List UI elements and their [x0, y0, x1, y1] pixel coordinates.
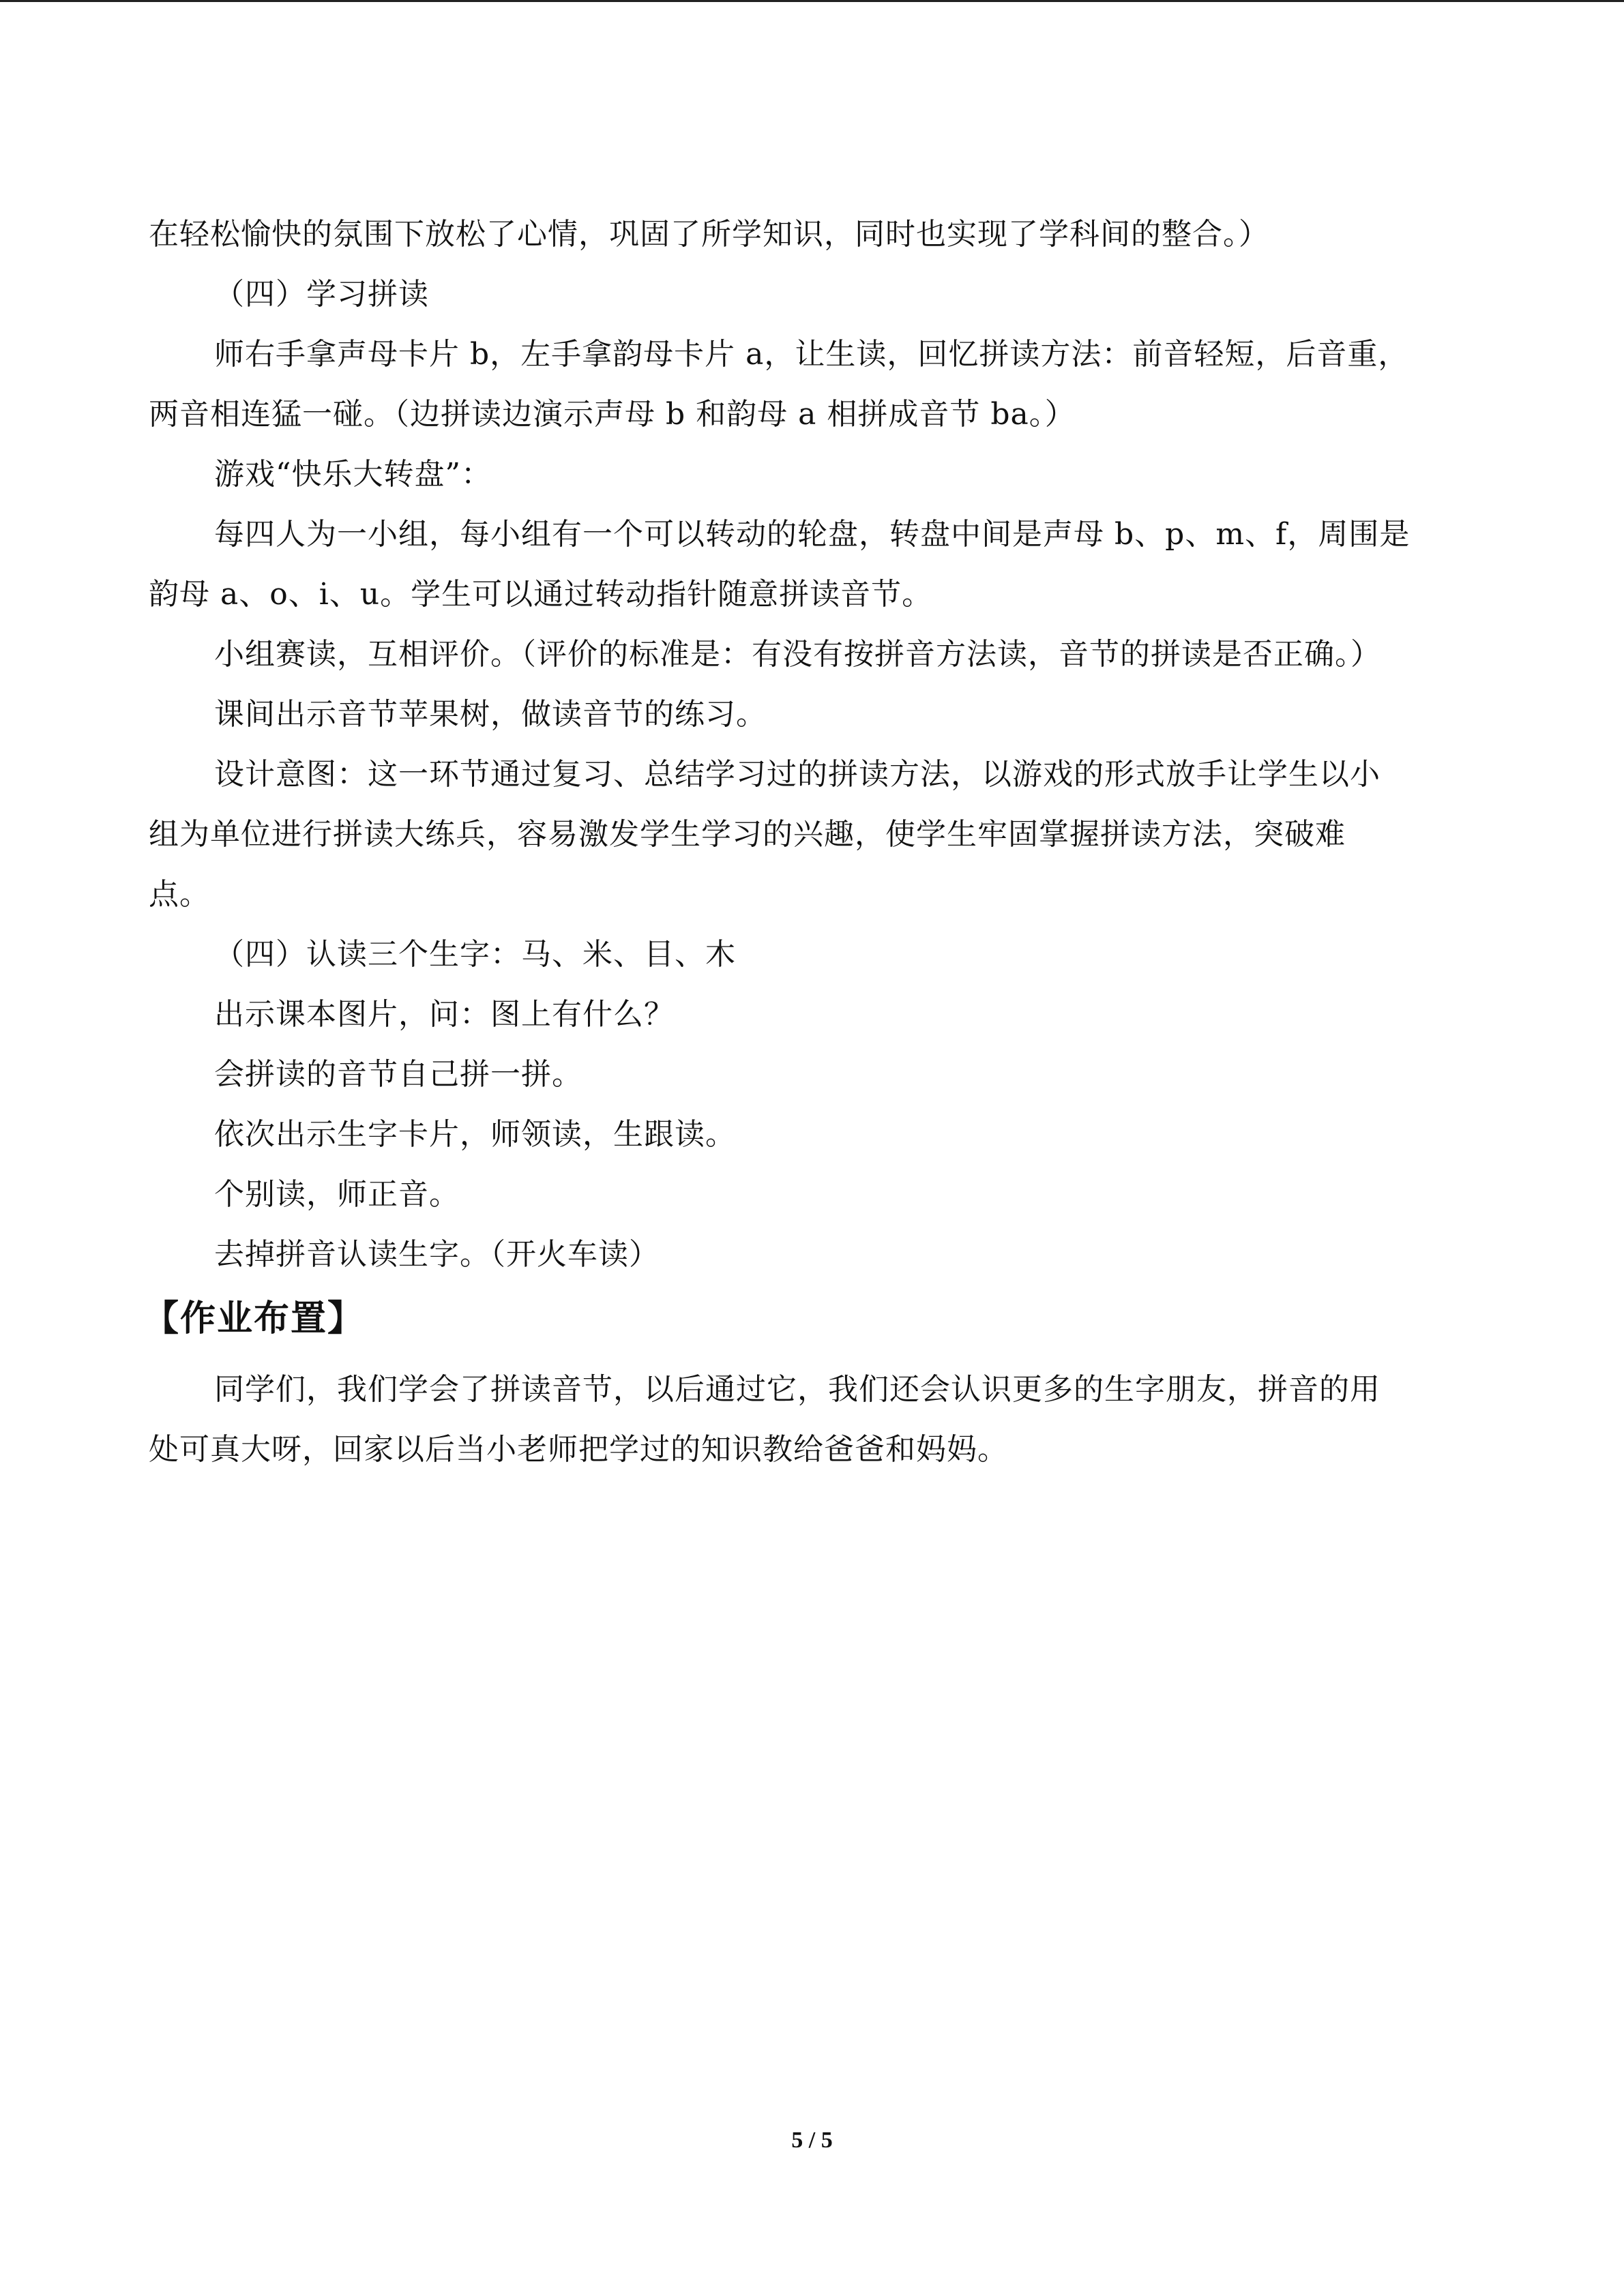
- section-subheading: （四）认读三个生字：马、米、目、木: [214, 937, 736, 972]
- homework-heading: 【作业布置】: [143, 1298, 365, 1339]
- document-page: [143, 205, 1486, 1480]
- body-line: 两音相连猛一碰。（边拼读边演示声母 b 和韵母 a 相拼成音节 ba。）: [149, 397, 1076, 432]
- homework-section: [149, 1360, 1486, 1480]
- homework-line: 处可真大呀，回家以后当小老师把学过的知识教给爸爸和妈妈。: [149, 1432, 1008, 1467]
- body-line: 点。: [149, 877, 210, 912]
- top-border-line: [0, 0, 1624, 2]
- body-line: 师右手拿声母卡片 b，左手拿韵母卡片 a，让生读，回忆拼读方法：前音轻短，后音重，: [214, 337, 1409, 372]
- body-line: 组为单位进行拼读大练兵，容易激发学生学习的兴趣，使学生牢固掌握拼读方法，突破难: [149, 817, 1346, 852]
- section-subheading: （四）学习拼读: [214, 277, 429, 312]
- body-line: 每四人为一小组，每小组有一个可以转动的轮盘，转盘中间是声母 b、p、m、f，周围是: [214, 517, 1411, 552]
- page-number: 5 / 5: [791, 2128, 833, 2153]
- homework-line: 同学们，我们学会了拼读音节，以后通过它，我们还会认识更多的生字朋友，拼音的用: [214, 1372, 1381, 1407]
- body-line: 小组赛读，互相评价。（评价的标准是：有没有按拼音方法读，音节的拼读是否正确。）: [214, 637, 1381, 672]
- body-line: 出示课本图片，问：图上有什么？: [214, 997, 675, 1032]
- body-line: 在轻松愉快的氛围下放松了心情，巩固了所学知识，同时也实现了学科间的整合。）: [149, 217, 1269, 252]
- body-line: 会拼读的音节自己拼一拼。: [214, 1057, 582, 1092]
- body-line: 设计意图：这一环节通过复习、总结学习过的拼读方法，以游戏的形式放手让学生以小: [214, 757, 1381, 792]
- body-line: 游戏“快乐大转盘”：: [214, 457, 492, 492]
- body-line: 依次出示生字卡片，师领读，生跟读。: [214, 1117, 736, 1152]
- body-line: 去掉拼音认读生字。（开火车读）: [214, 1237, 660, 1272]
- body-line: 课间出示音节苹果树，做读音节的练习。: [214, 697, 767, 732]
- body-line: 个别读，师正音。: [214, 1177, 460, 1212]
- body-line: 韵母 a、o、i、u。学生可以通过转动指针随意拼读音节。: [149, 577, 933, 612]
